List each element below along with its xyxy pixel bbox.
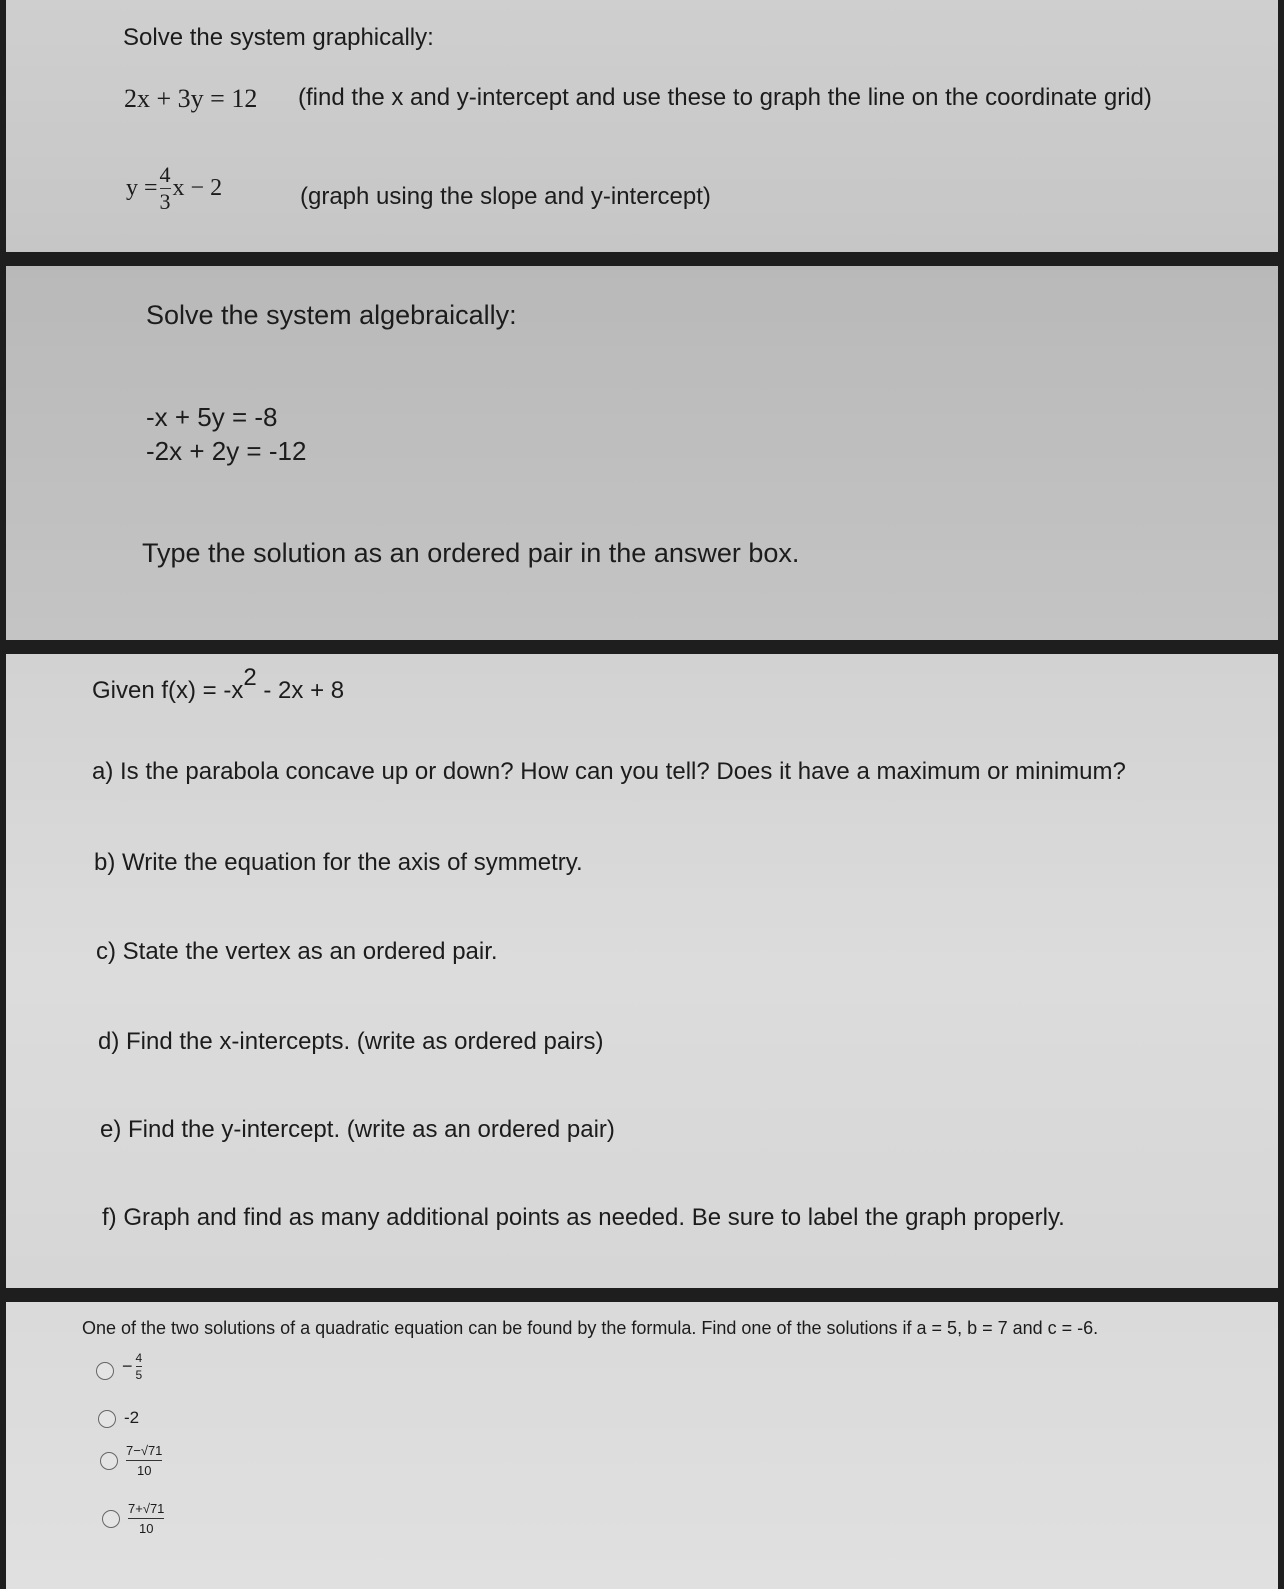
fraction-bar <box>136 1366 143 1367</box>
parabola-panel <box>6 654 1278 1288</box>
quadratic-question: One of the two solutions of a quadratic equation can be found by the formula. Find one of the solutions if a = 5, b = 7 and c = -6. <box>82 1318 1099 1338</box>
option-4-numerator: 7+√71 <box>128 1501 165 1516</box>
equation-2 <box>126 164 222 213</box>
option-2-label: -2 <box>124 1408 140 1427</box>
option-3-radio[interactable] <box>100 1452 118 1470</box>
option-4-fraction <box>128 1502 164 1535</box>
option-3-numerator: 7−√71 <box>126 1443 163 1458</box>
option-1-denominator: 5 <box>135 1368 143 1382</box>
parabola-given <box>92 664 345 705</box>
given-prefix: Given f(x) = -x <box>92 677 244 704</box>
given-suffix: - 2x + 8 <box>256 677 345 704</box>
equation-2-note: (graph using the slope and y-intercept) <box>300 183 711 210</box>
option-1-numerator: 4 <box>135 1351 143 1365</box>
equation-2-denominator: 3 <box>159 189 171 214</box>
quadratic-panel <box>6 1302 1278 1589</box>
algebraic-equation-1: -x + 5y = -8 <box>146 402 278 432</box>
algebraic-instruction: Type the solution as an ordered pair in the answer box. <box>142 538 800 568</box>
equation-2-fraction <box>160 164 171 213</box>
question-e: e) Find the y-intercept. (write as an ordered pair) <box>100 1116 615 1143</box>
option-3-fraction <box>126 1444 162 1477</box>
algebraic-system-panel <box>6 266 1278 640</box>
option-1-fraction <box>136 1352 143 1381</box>
fraction-bar <box>126 1460 162 1461</box>
option-1-label <box>122 1352 142 1381</box>
question-c: c) State the vertex as an ordered pair. <box>96 938 498 965</box>
option-4-denominator: 10 <box>138 1521 154 1536</box>
option-3-label <box>126 1444 162 1477</box>
algebraic-equation-2: -2x + 2y = -12 <box>146 436 307 466</box>
option-4-radio[interactable] <box>102 1510 120 1528</box>
graphical-heading: Solve the system graphically: <box>123 24 434 51</box>
question-b: b) Write the equation for the axis of symmetry. <box>94 849 583 876</box>
equation-2-numerator: 4 <box>159 162 171 187</box>
question-d: d) Find the x-intercepts. (write as ordered pairs) <box>98 1028 604 1055</box>
question-a: a) Is the parabola concave up or down? How can you tell? Does it have a maximum or minimum? <box>92 758 1126 785</box>
equation-1-note: (find the x and y-intercept and use these to graph the line on the coordinate grid) <box>298 84 1152 111</box>
fraction-bar <box>128 1518 164 1519</box>
option-1-sign: − <box>122 1356 133 1376</box>
option-4-label <box>128 1502 164 1535</box>
given-exponent: 2 <box>243 664 257 691</box>
question-f: f) Graph and find as many additional points as needed. Be sure to label the graph properly. <box>102 1204 1065 1231</box>
equation-2-lhs: y = <box>126 175 158 201</box>
equation-1: 2x + 3y = 12 <box>124 84 258 113</box>
graphical-system-panel <box>6 0 1278 252</box>
equation-2-rest: x − 2 <box>172 175 223 201</box>
option-1-radio[interactable] <box>96 1362 114 1380</box>
algebraic-heading: Solve the system algebraically: <box>146 300 517 330</box>
option-3-denominator: 10 <box>136 1463 152 1478</box>
option-2-radio[interactable] <box>98 1410 116 1428</box>
